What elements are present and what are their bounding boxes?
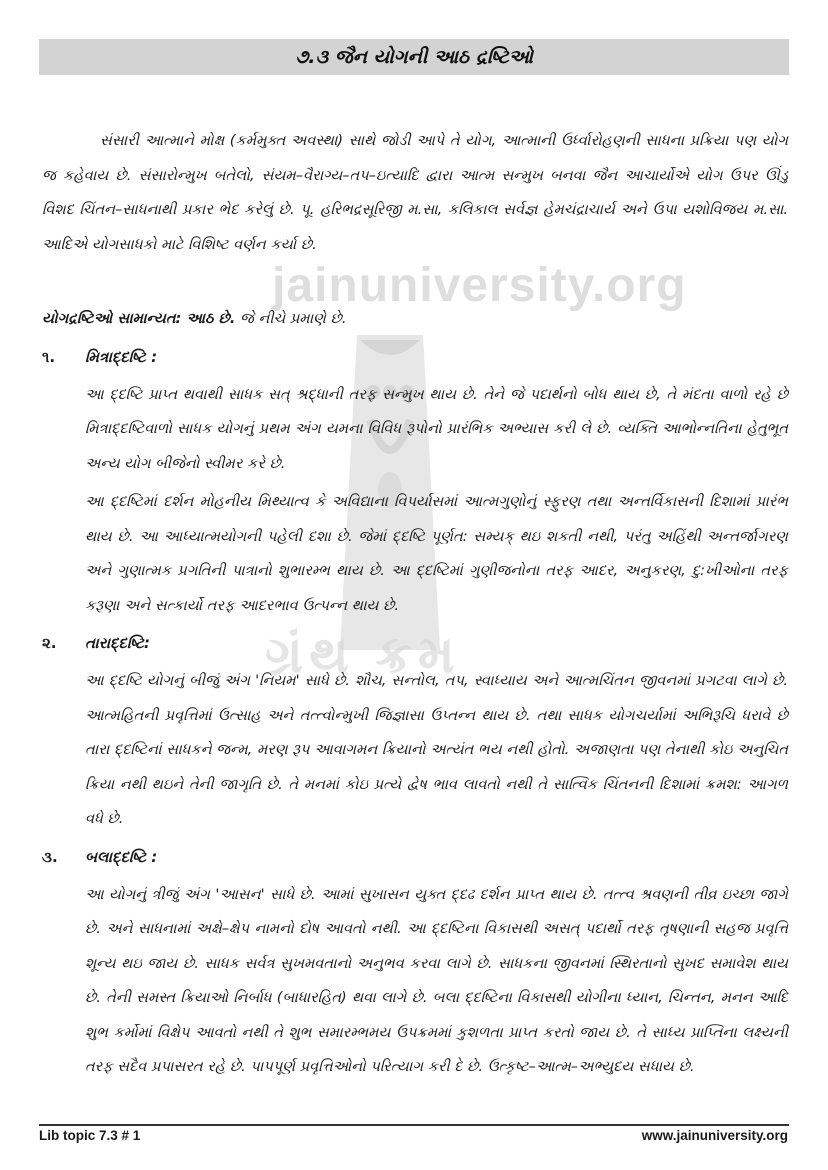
section-title: મિત્રાદ્દષ્ટિ : — [85, 347, 158, 366]
footer-website-link[interactable]: www.jainuniversity.org — [641, 1128, 788, 1143]
page-title-bar — [39, 39, 789, 75]
section-title: તારાદ્દષ્ટિ: — [85, 634, 151, 652]
section-body-mitra — [42, 378, 788, 624]
section-number: ૧. — [42, 347, 56, 366]
watermark-gujarati: ગ્રંથ ક્રમ — [265, 626, 461, 684]
lead-sentence — [42, 302, 788, 337]
paragraph: આ યોગનું ત્રીજું અંગ 'આસન' સાધે છે. આમાં સુખાસન યુક્ત દ્દઢ દર્શન પ્રાપ્ત થાય છે. તત્ત્વ શ્રવણની તીવ્ર ઇચ્છા જાગે છે. અને સાધનામાં અક્ષે–ક્ષેપ નામનો દોષ આવતો નથી. આ દ્દષ્ટિના વિકાસથી અસત્ પદાર્થો તરફ તૃષણાની સહજ પ્રવૃત્તિ શૂન્ય થઇ જાય છે. સાધક સર્વત્ર સુખમવતાનો અનુભવ કરવા લાગે છે. સાધકના જીવનમાં સ્થિરતાનો સુખદ સમાવેશ થાય છે. તેની સમસ્ત ક્રિયાઓ નિર્બાધ (બાધારહિત) થવા લાગે છે. બલા દ્દષ્ટિના વિકાસથી યોગીના ધ્યાન, ચિન્તન, મનન આદિ શુભ કર્મોમાં વિક્ષેપ આવતો નથી તે શુભ સમારમ્ભમય ઉપક્રમમાં કુશળતા પ્રાપ્ત કરતો જાય છે. તે સાધ્ય પ્રાપ્તિના લક્ષ્યની તરફ સદૈવ પ્રપાસરત રહે છે. પાપપૂર્ણ પ્રવૃત્તિઓનો પરિત્યાગ કરી દે છે. ઉત્કૃષ્ટ–આત્મ–અભ્યુદય સધાય છે. — [85, 885, 788, 1075]
page-title: ૭.૩ જૈન યોગની આઠ દ્રષ્ટિઓ — [295, 46, 533, 68]
section-heading-tara — [42, 626, 788, 660]
paragraph: આ દ્દષ્ટિ યોગનું બીજું અંગ 'નિયમ' સાધે છે. શૌચ, સન્તોલ, તપ, સ્વાધ્યાય અને આત્મચિંતન જીવનમાં પ્રગટવા લાગે છે. આત્મહિતની પ્રવૃત્તિમાં ઉત્સાહ અને તત્ત્વોન્મુખી જિજ્ઞાસા ઉપ્તન્ન થાય છે. તથા સાધક યોગચર્યામાં અભિરૂચિ ધરાવે છે તારા દ્દષ્ટિનાં સાધકને જન્મ, મરણ રૂપ આવાગમન ક્રિયાનો અત્યંત ભય નથી હોતો. અજાણતા પણ તેનાથી કોઇ અનુચિત ક્રિયા નથી થઇને તેની જાગૃતિ છે. તે મનમાં કોઇ પ્રત્યે દ્વેષ ભાવ લાવતો નથી તે સાત્વિક ચિંતનની દિશામાં ક્રમશ: આગળ વધે છે. — [85, 672, 788, 827]
section-body-bala — [42, 878, 788, 1085]
section-number: ૩. — [42, 847, 58, 866]
section-heading-mitra — [42, 340, 788, 374]
section-number: ૨. — [42, 634, 57, 652]
paragraph: આ દ્દષ્ટિ પ્રાપ્ત થવાથી સાધક સત્ શ્રદ્ધાની તરફ સન્મુખ થાય છે. તેને જે પદાર્થનો બોધ થાય છે, તે મંદતા વાળો રહે છે મિત્રાદ્દષ્ટિવાળો સાધક યોગનું પ્રથમ અંગ યમના વિવિધ રૂપોનો પ્રારંભિક અભ્યાસ કરી લે છે. વ્યક્તિ આભોન્નતિના હેતુભૂત અન્ય યોગ બીજેનો સ્વીમર કરે છે. — [85, 385, 788, 472]
lead-bold: યોગદ્રષ્ટિઓ સામાન્યત: આઠ છે. — [42, 310, 236, 327]
watermark-url: jainuniversity.org — [272, 259, 687, 312]
section-title: બલાદ્દષ્ટિ : — [85, 847, 158, 866]
lead-rest: જે નીચે પ્રમાણે છે. — [235, 310, 347, 327]
document-body — [42, 120, 788, 1085]
section-body-tara — [42, 664, 788, 837]
paragraph: આ દ્દષ્ટિમાં દર્શન મોહનીય મિથ્યાત્વ કે અવિદ્યાના વિપર્યાસમાં આત્મગુણોનું સ્ફુરણ તથા અન્તર્વિકાસની દિશામાં પ્રારંભ થાય છે. આ આધ્યાત્મયોગની પહેલી દશા છે. જેમાં દ્દષ્ટિ પૂર્ણત: સમ્યક્ થઇ શકતી નથી, પરંતુ અહિંથી અન્તર્જાગરણ અને ગુણાત્મક પ્રગતિની પાત્રાનો શુભારમ્ભ થાય છે. આ દ્દષ્ટિમાં ગુણીજનોના તરફ આદર, અનુકરણ, દુ:ખીઓના તરફ કરૂણા અને સત્કાર્યો તરફ આદરભાવ ઉત્પન્ન થાય છે. — [85, 493, 788, 614]
section-heading-bala — [42, 840, 788, 874]
footer-divider — [39, 1124, 789, 1126]
footer-topic-label: Lib topic 7.3 # 1 — [39, 1128, 141, 1143]
intro-paragraph: સંસારી આત્માને મોક્ષ (કર્મમુક્ત અવસ્થા) સાથે જોડી આપે તે યોગ, આત્માની ઉર્ધ્વારોહણની સાધના પ્રક્રિયા પણ યોગ જ કહેવાય છે. સંસારોન્મુખ બતેલો, સંયમ–વૈરાગ્ય–તપ–ઇત્યાદિ દ્વારા આત્મ સન્મુખ બનવા જૈન આચાર્યોએ યોગ ઉપર ઊંડુ વિશદ ચિંતન–સાધનાથી પ્રકાર ભેદ કરેલું છે. પૂ. હરિભદ્રસૂરિજી મ.સા, કલિકાલ સર્વજ્ઞ હેમચંદ્રાચાર્ય અને ઉપા યશોવિજય મ.સા. આદિએ યોગસાધકો માટે વિશિષ્ટ વર્ણન કર્યા છે. — [42, 132, 788, 253]
